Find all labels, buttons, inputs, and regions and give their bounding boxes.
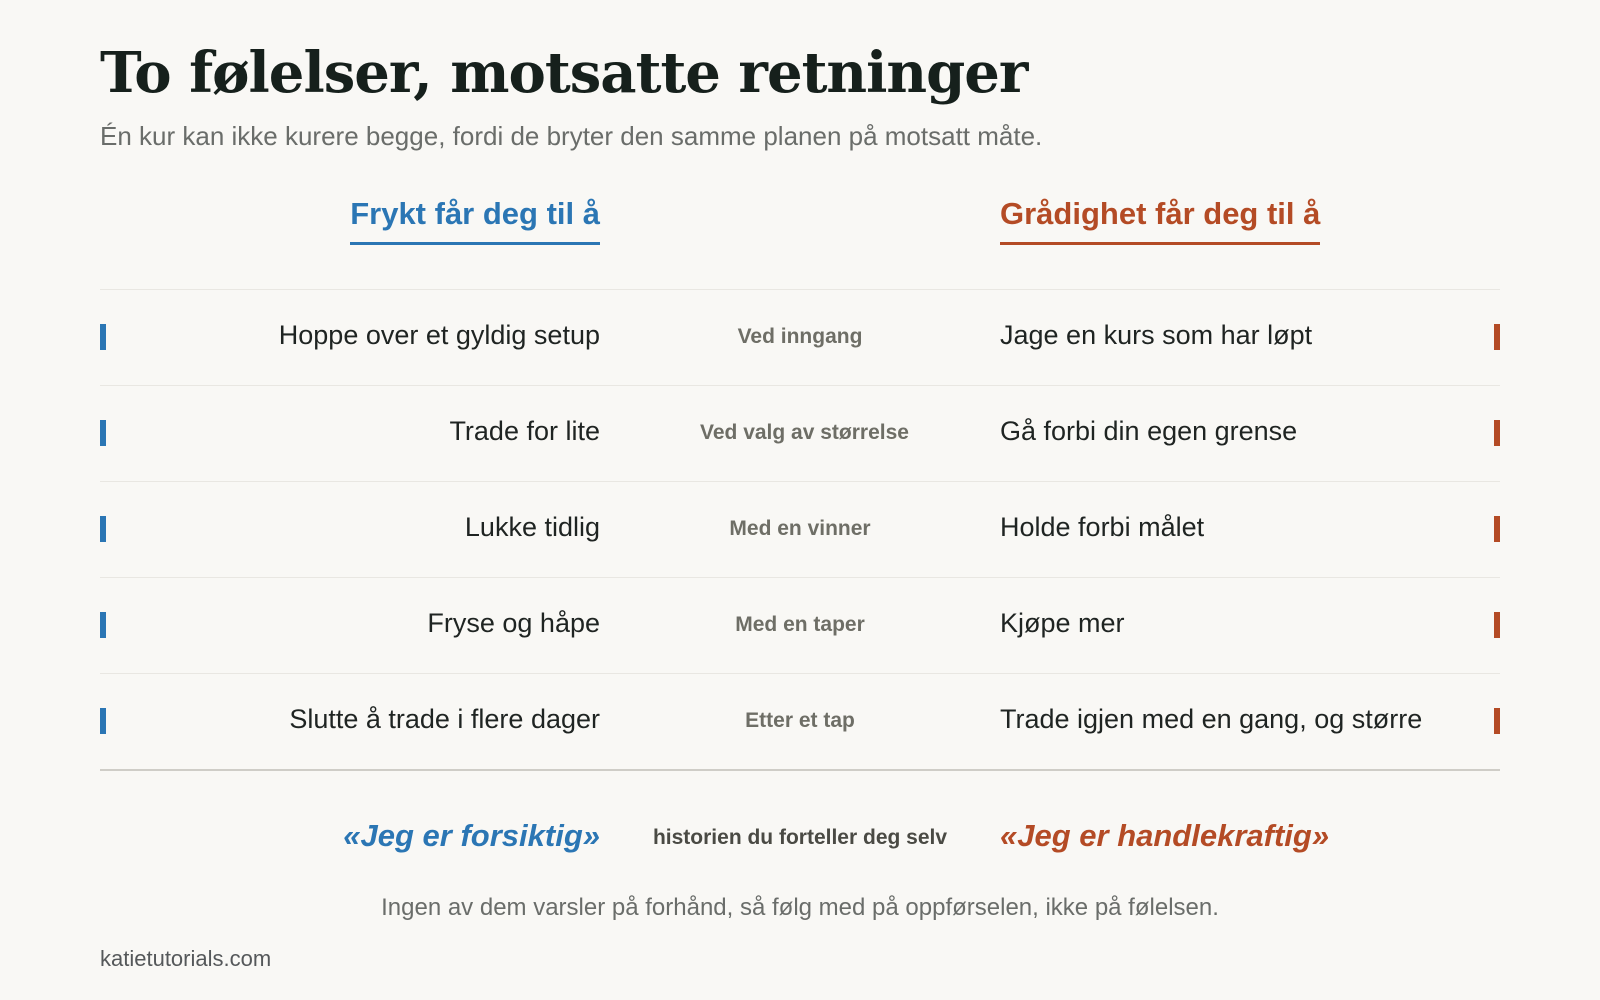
fear-marker [100,324,106,350]
fear-marker [100,516,106,542]
fear-story: «Jeg er forsiktig» [343,818,600,853]
stage-label: Ved inngang [737,325,863,348]
comparison-row-after-loss [100,674,1500,771]
greed-marker [1494,420,1500,446]
comparison-row-sizing [100,386,1500,482]
greed-marker [1494,708,1500,734]
fear-column-heading: Frykt får deg til å [350,196,600,245]
page-subtitle: Én kur kan ikke kurere begge, fordi de bryter den samme planen på motsatt måte. [100,121,1043,151]
fear-behavior: Fryse og håpe [427,608,600,638]
greed-column-heading: Grådighet får deg til å [1000,196,1320,245]
greed-story: «Jeg er handlekraftig» [1000,818,1330,853]
page [100,0,1500,1000]
greed-marker [1494,324,1500,350]
stage-label: Etter et tap [745,709,855,732]
stage-label: Med en vinner [729,517,871,540]
comparison-row-winner [100,482,1500,578]
stage-label: Ved valg av størrelse [700,421,909,444]
fear-behavior: Lukke tidlig [464,512,600,542]
greed-marker [1494,612,1500,638]
fear-behavior: Trade for lite [449,416,600,446]
story-label: historien du forteller deg selv [652,826,948,849]
greed-marker [1494,516,1500,542]
greed-behavior: Holde forbi målet [1000,512,1205,542]
comparison-table [100,289,1500,771]
greed-behavior: Jage en kurs som har løpt [1000,320,1313,350]
fear-marker [100,420,106,446]
greed-behavior: Gå forbi din egen grense [1000,416,1298,446]
source-credit: katietutorials.com [100,946,272,971]
footnote: Ingen av dem varsler på forhånd, så følg med på oppførselen, ikke på følelsen. [381,894,1219,921]
greed-behavior: Kjøpe mer [1000,608,1125,638]
comparison-row-loser [100,578,1500,674]
greed-behavior: Trade igjen med en gang, og større [1000,704,1423,734]
fear-behavior: Hoppe over et gyldig setup [278,320,600,350]
fear-marker [100,708,106,734]
comparison-row-entry [100,290,1500,386]
stage-label: Med en taper [735,613,865,636]
page-title: To følelser, motsatte retninger [100,40,1028,106]
fear-behavior: Slutte å trade i flere dager [289,704,600,734]
fear-marker [100,612,106,638]
